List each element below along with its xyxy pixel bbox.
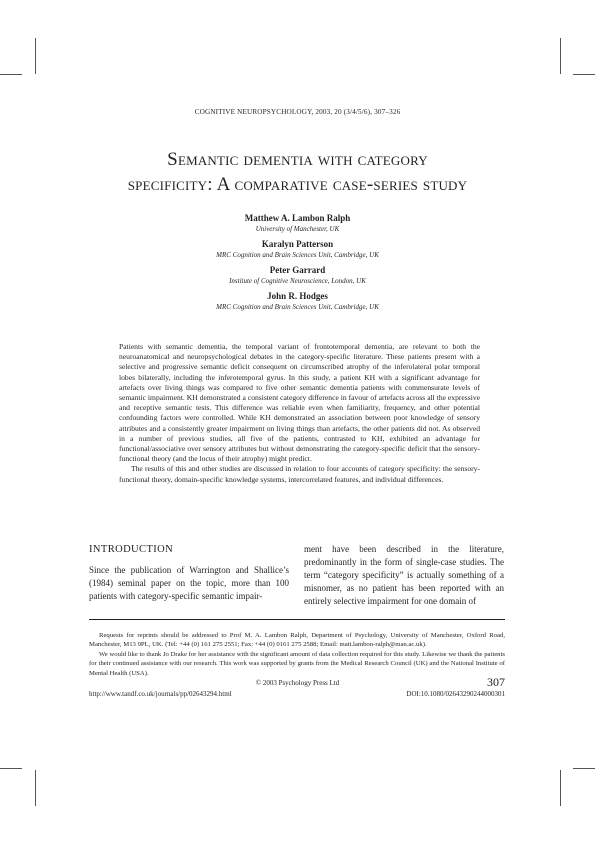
body-paragraph: Since the publication of Warrington and Shallice’s (1984) seminal paper on the topic, more than 100 patients with category-specific semantic impair-: [89, 565, 289, 601]
title-line: specificity: A comparative case-series study: [127, 174, 468, 195]
body-column-right: [304, 543, 504, 608]
author-block: [0, 213, 595, 234]
author-name: Peter Garrard: [269, 265, 326, 275]
body-column-left: [89, 543, 289, 603]
author-name: Matthew A. Lambon Ralph: [244, 213, 351, 223]
doi: DOI:10.1080/02643290244000301: [406, 690, 505, 698]
author-block: [0, 265, 595, 286]
journal-url-link[interactable]: http://www.tandf.co.uk/journals/pp/02643294.html: [89, 690, 232, 698]
crop-mark: [35, 38, 36, 74]
footnote-rule: [89, 619, 505, 620]
abstract-paragraph: Patients with semantic dementia, the temporal variant of frontotemporal dementia, are relevant to both the neuroanatomical and neuropsychological debates in the category-specific literature. These patients present with a selective and progressive semantic deficit consequent on circumscribed atrophy of the inferolateral polar temporal lobes bilaterally, including the inferotemporal gyrus. In this study, a patient KH with a significant advantage for artefacts over living things was compared to five other semantic dementia patients with commensurate levels of semantic impairment. KH demonstrated a consistent category difference in favour of artefacts across all the expressive and receptive semantic tests. This difference was reliable even when familiarity, frequency, and other potential confounding factors were controlled. While KH demonstrated an association between poor knowledge of sensory attributes and a consistently greater impairment on living things than artefacts, the other patients did not. As observed in a number of previous studies, all five of the patients, contrasted to KH, exhibited an advantage for functional/associative over sensory attributes but without demonstrating the category-specific deficit that the sensory-functional theory (and the locus of their atrophy) might predict.: [119, 342, 480, 464]
abstract-paragraph: The results of this and other studies are discussed in relation to four accounts of category specificity: the sensory-functional theory, domain-specific knowledge systems, intercorrelated features, and individual differences.: [119, 464, 480, 484]
author-block: [0, 239, 595, 260]
crop-mark: [573, 74, 595, 75]
abstract: [119, 342, 480, 485]
footnote-correspondence: Requests for reprints should be addressed to Prof M. A. Lambon Ralph, Department of Psychology, University of Manchester, Oxford Road, Manchester, M13 9PL, UK. (Tel: +44 (0) 161 275 2551; Fax: +44 (0) 0161 275 2588; Email: matt.lambon-ralph@man.ac.uk).: [89, 632, 505, 649]
author-affiliation: University of Manchester, UK: [255, 225, 340, 233]
author-name: John R. Hodges: [267, 291, 328, 301]
body-paragraph: ment have been described in the literature, predominantly in the form of single-case studies. The term “category specificity” is actually something of a misnomer, as no patient has been reported with an entirely selective impairment for one domain of: [304, 544, 504, 606]
author-block: [0, 291, 595, 312]
crop-mark: [560, 38, 561, 74]
copyright-notice: © 2003 Psychology Press Ltd: [255, 679, 340, 687]
crop-mark: [573, 768, 595, 769]
author-affiliation: MRC Cognition and Brain Sciences Unit, Cambridge, UK: [216, 251, 379, 259]
crop-mark: [0, 74, 22, 75]
author-list: [0, 213, 595, 317]
section-heading: INTRODUCTION: [89, 544, 174, 555]
author-affiliation: MRC Cognition and Brain Sciences Unit, Cambridge, UK: [216, 303, 379, 311]
journal-header: COGNITIVE NEUROPSYCHOLOGY, 2003, 20 (3/4/5/6), 307–326: [194, 108, 401, 116]
crop-mark: [0, 768, 22, 769]
author-name: Karalyn Patterson: [261, 239, 334, 249]
crop-mark: [560, 770, 561, 806]
page-number: 307: [487, 675, 505, 689]
footnote-acknowledgements: We would like to thank Jo Drake for her assistance with the significant amount of data collection required for this study. Likewise we thank the patients for their continued assistance with our research. This work was supported by grants from the Medical Research Council (UK) and the National Institute of Mental Health (USA).: [89, 650, 505, 677]
footnotes: [89, 631, 505, 678]
author-affiliation: Institute of Cognitive Neuroscience, London, UK: [229, 277, 366, 285]
crop-mark: [35, 770, 36, 806]
article-title: [60, 147, 535, 197]
title-line: Semantic dementia with category: [167, 149, 428, 170]
